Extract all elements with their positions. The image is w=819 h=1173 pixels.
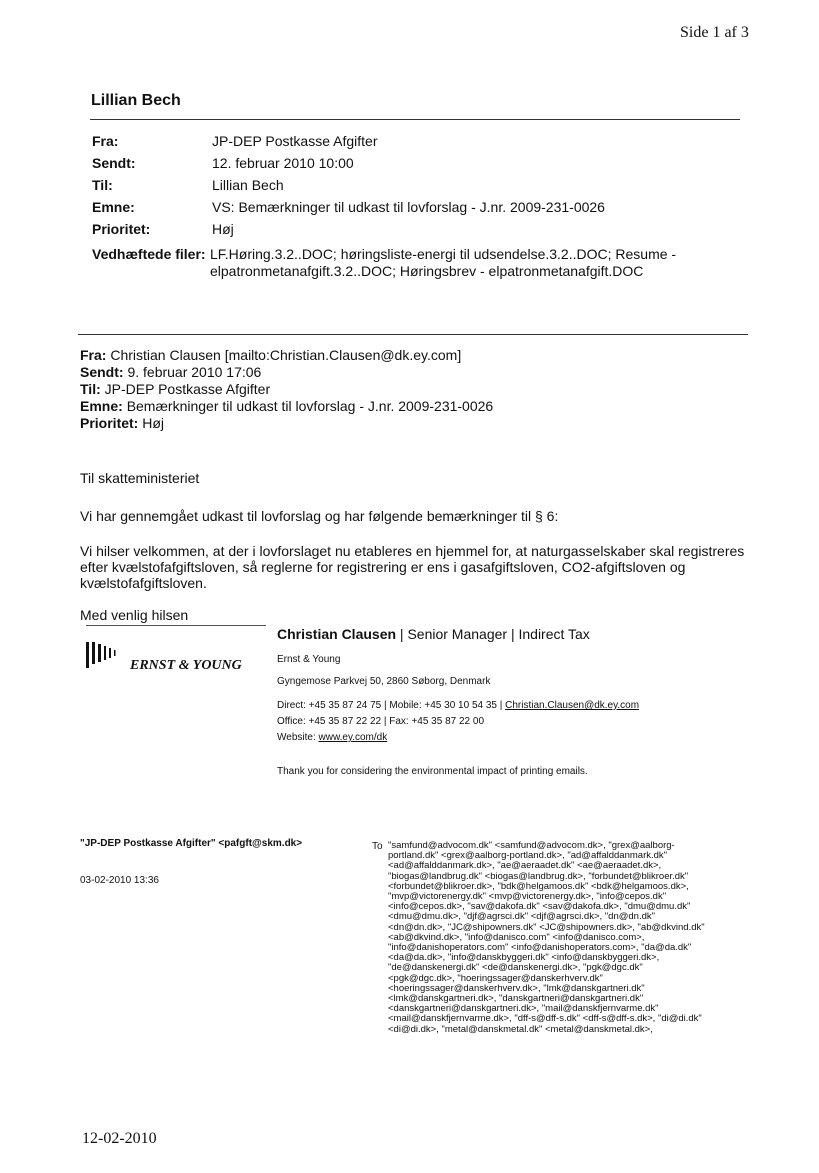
body-paragraph-2-line-3: kvælstofafgiftsloven.: [80, 575, 207, 591]
recipient-line: "samfund@advocom.dk" <samfund@advocom.dk>, "grex@aalborg-: [388, 840, 675, 851]
sender-name: Lillian Bech: [91, 92, 181, 109]
forwarded-from-line: [80, 347, 493, 364]
greeting: Til skatteministeriet: [80, 470, 200, 486]
recipient-line: <lmk@danskgartneri.dk>, "danskgartneri@danskgartneri.dk": [388, 993, 644, 1005]
body-paragraph-2-line-1: Vi hilser velkommen, at der i lovforslaget nu etableres en hjemmel for, at naturgasselskaber skal registreres: [80, 543, 745, 559]
signature-title: | Senior Manager | Indirect Tax: [396, 626, 590, 642]
recipient-line: <danskgartneri@danskgartneri.dk>, "mail@danskfjernvarme.dk": [388, 1003, 659, 1015]
signature-rule: [86, 625, 266, 626]
header-value: Lillian Bech: [212, 177, 284, 193]
header-label: Sendt:: [92, 155, 136, 171]
forwarded-header: [80, 347, 493, 432]
recipient-line: <dmu@dmu.dk>, "djf@agrsci.dk" <djf@agrsci.dk>, "dn@dn.dk": [388, 911, 655, 923]
signature-address: Gyngemose Parkvej 50, 2860 Søborg, Denmark: [277, 676, 491, 687]
recipient-line: <info@cepos.dk>, "sav@dakofa.dk" <sav@dakofa.dk>, "dmu@dmu.dk": [388, 901, 691, 913]
forwarded-subject-label: Emne:: [80, 398, 123, 414]
signature-env-note: Thank you for considering the environmental impact of printing emails.: [277, 766, 588, 777]
attachments-label: Vedhæftede filer:: [92, 246, 206, 262]
signature-phones: Direct: +45 35 87 24 75 | Mobile: +45 30 10 54 35 |: [277, 700, 506, 711]
forwarded-subject-line: [80, 398, 493, 415]
recipient-line: <dn@dn.dk>, "JC@shipowners.dk" <JC@shipowners.dk>, "ab@dkvind.dk": [388, 921, 705, 933]
original-to-label: To: [372, 841, 383, 852]
attachments-value: LF.Høring.3.2..DOC; høringsliste-energi til udsendelse.3.2..DOC; Resume - elpatronmetanafgift.3.2..DOC; Høringsbrev - elpatronmetanafgift.DOC: [210, 246, 677, 279]
signature-company: Ernst & Young: [277, 654, 341, 665]
forwarded-to: JP-DEP Postkasse Afgifter: [104, 381, 271, 397]
header-row-from: [92, 130, 682, 152]
header-value: JP-DEP Postkasse Afgifter: [212, 133, 378, 149]
body-paragraph-1: Vi har gennemgået udkast til lovforslag og har følgende bemærkninger til § 6:: [80, 508, 559, 524]
signature-website-label: Website:: [277, 732, 319, 743]
forwarded-sent-label: Sendt:: [80, 364, 124, 380]
footer-date: 12-02-2010: [82, 1130, 157, 1147]
header-row-sent: [92, 152, 682, 174]
recipient-line: portland.dk" <grex@aalborg-portland.dk>, "ad@affalddanmark.dk": [388, 850, 668, 862]
recipient-line: "biogas@landbrug.dk" <biogas@landbrug.dk>, "forbundet@blikroer.dk": [388, 870, 689, 882]
recipient-line: <hoeringssager@danskerhverv.dk>, "lmk@danskgartneri.dk": [388, 982, 645, 994]
forward-divider: [78, 334, 748, 335]
signature-office-line: Office: +45 35 87 22 22 | Fax: +45 35 87 22 00: [277, 716, 485, 727]
signature-direct-line: [277, 699, 639, 712]
signature-website-link[interactable]: www.ey.com/dk: [318, 732, 388, 743]
header-row-priority: [92, 218, 682, 240]
forwarded-priority: Høj: [142, 415, 165, 431]
signature-name: Christian Clausen: [277, 626, 397, 642]
forwarded-sent-line: [80, 364, 493, 381]
header-label: Fra:: [92, 133, 119, 149]
header-label: Prioritet:: [92, 221, 151, 237]
forwarded-from: Christian Clausen [mailto:Christian.Clausen@dk.ey.com]: [110, 347, 462, 363]
signature-email-link[interactable]: Christian.Clausen@dk.ey.com: [505, 700, 640, 711]
header-divider: [90, 119, 740, 120]
recipient-line: <mail@danskfjernvarme.dk>, "dff-s@dff-s.dk" <dff-s@dff-s.dk>, "di@di.dk": [388, 1013, 702, 1025]
closing: Med venlig hilsen: [80, 607, 189, 623]
forwarded-sent: 9. februar 2010 17:06: [127, 364, 262, 380]
recipient-line: <forbundet@blikroer.dk>, "bdk@helgamoos.dk" <bdk@helgamoos.dk>,: [388, 880, 689, 892]
forwarded-subject: Bemærkninger til udkast til lovforslag - J.nr. 2009-231-0026: [126, 398, 494, 414]
forwarded-priority-label: Prioritet:: [80, 415, 139, 431]
recipient-line: "de@danskenergi.dk" <de@danskenergi.dk>, "pgk@dgc.dk": [388, 962, 643, 974]
original-recipient-list: [388, 841, 748, 1035]
page-number: Side 1 af 3: [680, 24, 749, 41]
body-paragraph-2-line-2: efter kvælstofafgiftsloven, så reglerne for registrering er ens i gasafgiftsloven, CO2-afgiftsloven og: [80, 559, 686, 575]
forwarded-to-line: [80, 381, 493, 398]
forwarded-to-label: Til:: [80, 381, 101, 397]
original-date: 03-02-2010 13:36: [80, 875, 159, 886]
ey-logo-icon: [86, 642, 126, 668]
header-label: Til:: [92, 177, 113, 193]
recipient-line: <da@da.dk>, "info@danskbyggeri.dk" <info@danskbyggeri.dk>,: [388, 952, 660, 964]
recipient-line: <pgk@dgc.dk>, "hoeringssager@danskerhverv.dk": [388, 972, 603, 984]
header-value: Høj: [212, 221, 234, 237]
recipient-line: "mvp@victorenergy.dk" <mvp@victorenergy.dk>, "info@cepos.dk": [388, 891, 667, 903]
signature-website-line: [277, 731, 387, 744]
email-header-table: [92, 130, 682, 240]
header-value: VS: Bemærkninger til udkast til lovforslag - J.nr. 2009-231-0026: [212, 199, 605, 215]
ey-logo-text: ERNST & YOUNG: [130, 658, 242, 673]
header-row-to: [92, 174, 682, 196]
signature-name-line: [277, 626, 590, 642]
recipient-line: <di@di.dk>, "metal@danskmetal.dk" <metal@danskmetal.dk>,: [388, 1023, 653, 1035]
header-label: Emne:: [92, 199, 135, 215]
header-value: 12. februar 2010 10:00: [212, 155, 354, 171]
recipient-line: "info@danishoperators.com" <info@danishoperators.com>, "da@da.dk": [388, 942, 692, 954]
header-row-subject: [92, 196, 682, 218]
forwarded-from-label: Fra:: [80, 347, 107, 363]
original-from: "JP-DEP Postkasse Afgifter" <pafgft@skm.dk>: [80, 838, 303, 849]
recipient-line: <ad@affalddanmark.dk>, "ae@aeraadet.dk" <ae@aeraadet.dk>,: [388, 860, 662, 872]
recipient-line: <ab@dkvind.dk>, "info@danisco.com" <info@danisco.com>,: [388, 931, 645, 943]
forwarded-priority-line: [80, 415, 493, 432]
